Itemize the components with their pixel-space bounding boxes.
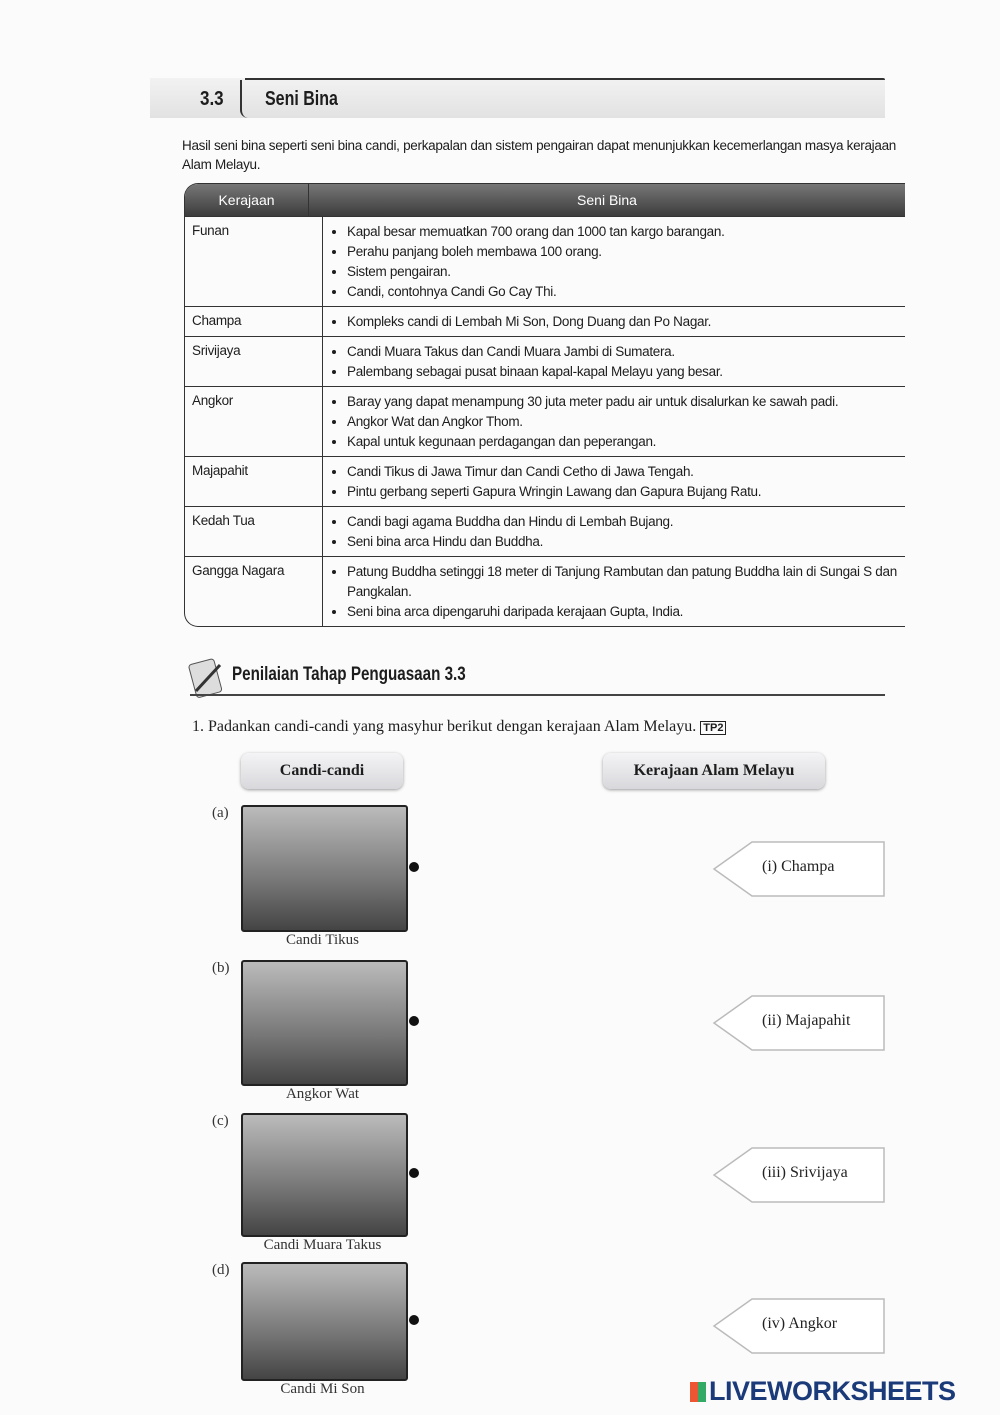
section-header-band: [150, 78, 885, 118]
match-dot-left[interactable]: [409, 1016, 419, 1026]
temple-caption: Angkor Wat: [285, 1086, 360, 1102]
table-row: [185, 456, 905, 506]
temple-label: (a): [212, 805, 229, 821]
temple-photo: [241, 1113, 408, 1237]
seni-bina-cell: [323, 307, 905, 336]
table-row: [185, 306, 905, 336]
table-row: [185, 216, 905, 306]
kingdom-option: (iii) Srivijaya: [762, 1164, 848, 1181]
kingdom-target[interactable]: [712, 994, 882, 1052]
kingdom-cell: Srivijaya: [185, 337, 323, 386]
temple-caption: Candi Tikus: [286, 932, 359, 948]
header-kerajaan: Kerajaan: [185, 184, 309, 216]
temple-label: (c): [212, 1113, 229, 1129]
seni-bina-item: • Kapal untuk kegunaan perdagangan dan peperangan.: [347, 432, 897, 452]
temple-photo: [241, 805, 408, 932]
question-text: 1. Padankan candi-candi yang masyhur berikut dengan kerajaan Alam Melayu.: [192, 718, 697, 735]
seni-bina-item: • Candi bagi agama Buddha dan Hindu di Lembah Bujang.: [347, 512, 897, 532]
seni-bina-cell: [323, 337, 905, 386]
candi-header: Candi-candi: [241, 753, 403, 789]
match-dot-left[interactable]: [409, 1315, 419, 1325]
seni-bina-item: • Palembang sebagai pusat binaan kapal-kapal Melayu yang besar.: [347, 362, 897, 382]
table-header: [185, 184, 905, 216]
assessment-title: Penilaian Tahap Penguasaan 3.3: [232, 664, 466, 685]
kingdom-option: (i) Champa: [762, 858, 835, 875]
seni-bina-item: • Kompleks candi di Lembah Mi Son, Dong Duang dan Po Nagar.: [347, 312, 897, 332]
temple-label: (b): [212, 960, 230, 976]
match-dot-left[interactable]: [409, 862, 419, 872]
table-row: [185, 386, 905, 456]
seni-bina-item: • Patung Buddha setinggi 18 meter di Tanjung Rambutan dan patung Buddha lain di Sungai S dan Pangkalan.: [347, 562, 897, 602]
kingdom-cell: Kedah Tua: [185, 507, 323, 556]
tp-badge: TP2: [700, 721, 726, 735]
question-1: [192, 718, 726, 736]
seni-bina-item: • Sistem pengairan.: [347, 262, 897, 282]
kingdom-cell: Gangga Nagara: [185, 557, 323, 626]
table-row: [185, 506, 905, 556]
temple-caption: Candi Mi Son: [280, 1381, 365, 1397]
kingdom-cell: Majapahit: [185, 457, 323, 506]
assessment-rule: [190, 694, 885, 696]
kingdom-target[interactable]: [712, 1146, 882, 1204]
seni-bina-item: • Angkor Wat dan Angkor Thom.: [347, 412, 897, 432]
seni-bina-cell: [323, 507, 905, 556]
seni-bina-item: • Candi Tikus di Jawa Timur dan Candi Cetho di Jawa Tengah.: [347, 462, 897, 482]
temple-label: (d): [212, 1262, 230, 1278]
temple-photo: [241, 1262, 408, 1381]
table-row: [185, 556, 905, 626]
section-number: 3.3: [200, 88, 224, 110]
notepad-icon: [186, 655, 230, 704]
kingdom-cell: Funan: [185, 217, 323, 306]
kingdom-target[interactable]: [712, 840, 882, 898]
seni-bina-item: • Perahu panjang boleh membawa 100 orang.: [347, 242, 897, 262]
kingdom-option: (iv) Angkor: [762, 1315, 838, 1332]
kerajaan-header: Kerajaan Alam Melayu: [603, 753, 825, 789]
kingdom-cell: Champa: [185, 307, 323, 336]
seni-bina-cell: [323, 557, 905, 626]
seni-bina-item: • Kapal besar memuatkan 700 orang dan 1000 tan kargo barangan.: [347, 222, 897, 242]
seni-bina-cell: [323, 217, 905, 306]
seni-bina-cell: [323, 457, 905, 506]
header-rule: [245, 78, 885, 80]
kingdom-cell: Angkor: [185, 387, 323, 456]
kingdom-target[interactable]: [712, 1297, 882, 1355]
seni-bina-cell: [323, 387, 905, 456]
seni-bina-item: • Pintu gerbang seperti Gapura Wringin Lawang dan Gapura Bujang Ratu.: [347, 482, 897, 502]
temple-photo: [241, 960, 408, 1086]
seni-bina-item: • Candi Muara Takus dan Candi Muara Jambi di Sumatera.: [347, 342, 897, 362]
seni-bina-item: • Candi, contohnya Candi Go Cay Thi.: [347, 282, 897, 302]
table-row: [185, 336, 905, 386]
seni-bina-table: [184, 183, 905, 627]
header-seni-bina: Seni Bina: [577, 192, 637, 208]
seni-bina-item: • Seni bina arca Hindu dan Buddha.: [347, 532, 897, 552]
liveworksheets-logo: [690, 1376, 956, 1407]
kingdom-option: (ii) Majapahit: [762, 1012, 851, 1029]
temple-caption: Candi Muara Takus: [263, 1237, 382, 1253]
intro-text: Hasil seni bina seperti seni bina candi, perkapalan dan sistem pengairan dapat menunjukkan kecemerlangan masya kerajaan Alam Melayu.: [182, 138, 897, 172]
header-divider: [240, 80, 248, 118]
section-title: Seni Bina: [265, 88, 338, 110]
seni-bina-item: • Baray yang dapat menampung 30 juta meter padu air untuk disalurkan ke sawah padi.: [347, 392, 897, 412]
logo-text: LIVEWORKSHEETS: [709, 1376, 956, 1406]
seni-bina-item: • Seni bina arca dipengaruhi daripada kerajaan Gupta, India.: [347, 602, 897, 622]
match-dot-left[interactable]: [409, 1168, 419, 1178]
